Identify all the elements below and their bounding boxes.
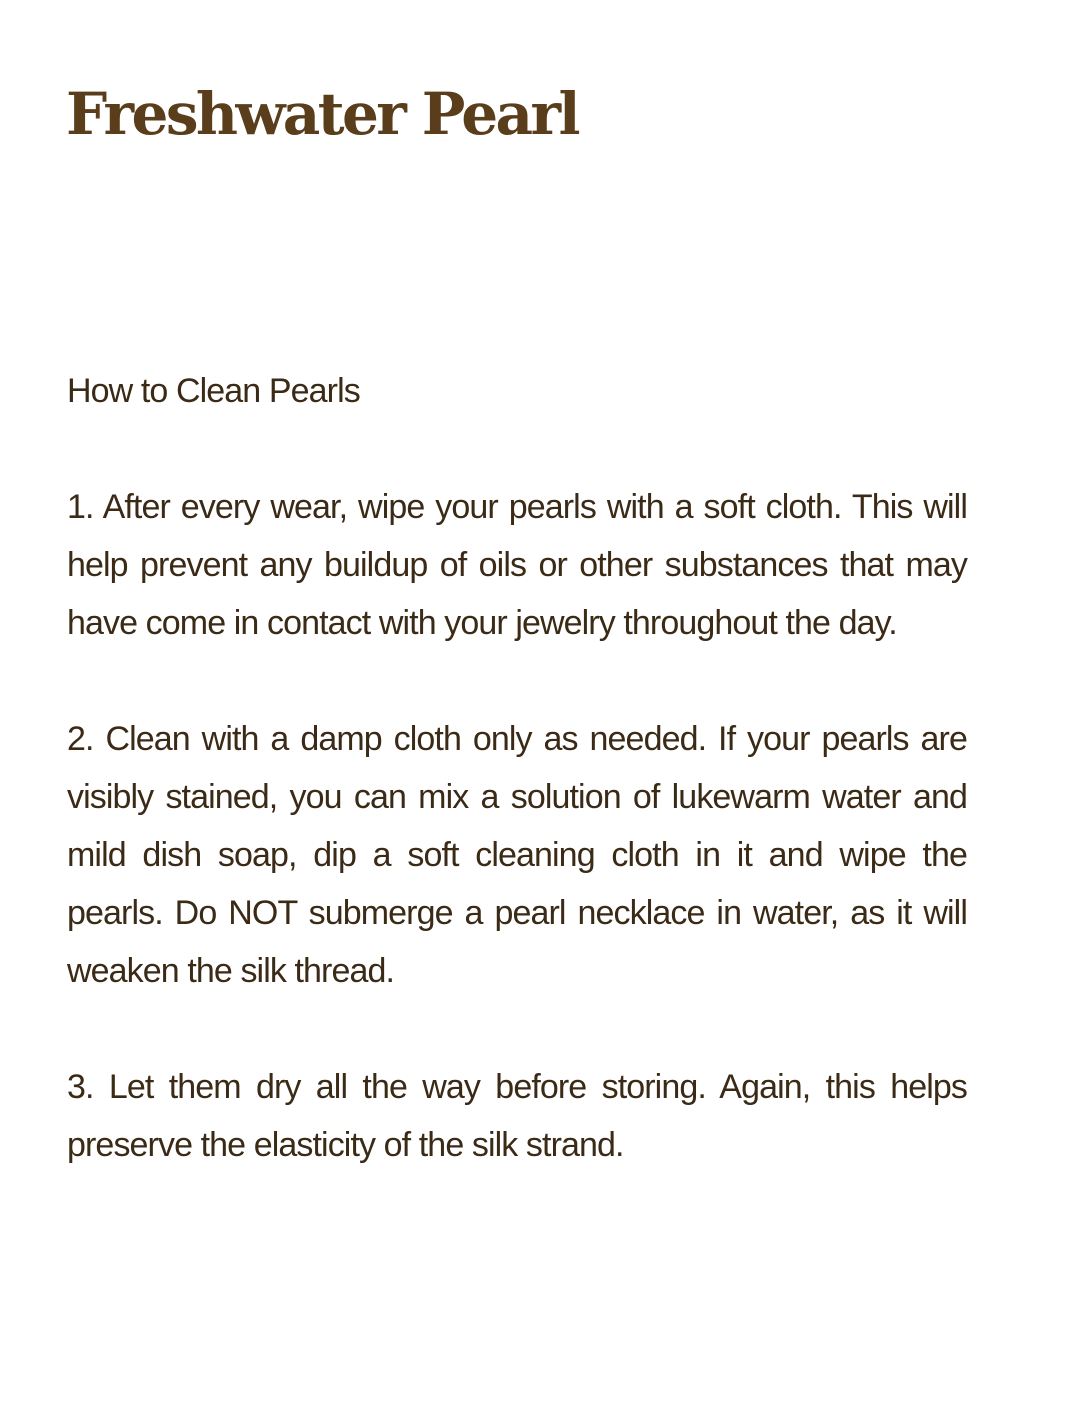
instruction-step-1: 1. After every wear, wipe your pearls with a soft cloth. This will help prevent any buildup of oils or other substances that may have come in contact with your jewelry throughout the day. xyxy=(67,488,967,642)
page-title: Freshwater Pearl xyxy=(66,80,578,148)
instruction-step-2: 2. Clean with a damp cloth only as needed. If your pearls are visibly stained, you can mix a solution of lukewarm water and mild dish soap, dip a soft cleaning cloth in it and wipe the pearls. Do NOT submerge a pearl necklace in water, as it will weaken the silk thread. xyxy=(67,720,967,990)
instruction-step-3: 3. Let them dry all the way before storing. Again, this helps preserve the elasticity of the silk strand. xyxy=(67,1068,967,1164)
section-heading: How to Clean Pearls xyxy=(67,372,360,410)
care-instructions xyxy=(67,362,967,1174)
